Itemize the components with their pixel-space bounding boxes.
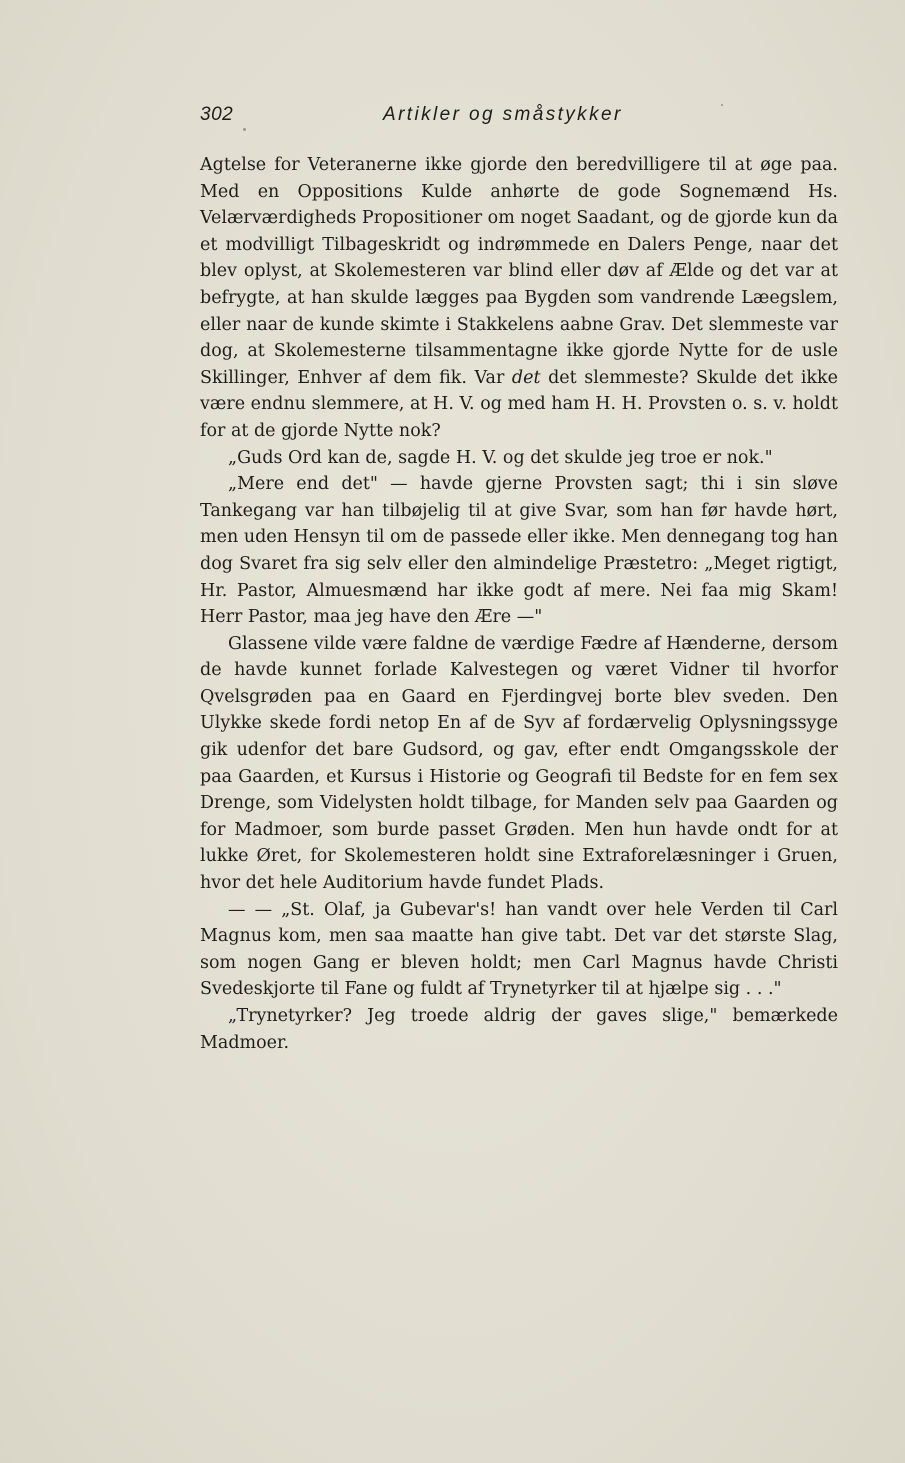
- running-title: Artikler og småstykker: [383, 104, 623, 125]
- paragraph-text: Agtelse for Veteranerne ikke gjorde den beredvilligere til at øge paa. Med en Oppositions Kulde anhørte de gode Sognemænd Hs. Velærværdigheds Propositioner om noget Saadant, og de gjorde kun da et modvilligt Tilbageskridt og indrømmede en Dalers Penge, naar det blev oplyst, at Skolemesteren var blind eller døv af Ælde og det var at befrygte, at han skulde lægges paa Bygden som vandrende Læegslem, eller naar de kunde skimte i Stakkelens aabne Grav. Det slemmeste var dog, at Skolemesterne tilsammentagne ikke gjorde Nytte for de usle Skillinger, Enhver af dem fik. Var: [200, 155, 838, 388]
- paragraph: Glassene vilde være faldne de værdige Fædre af Hænderne, dersom de havde kunnet forlade Kalvestegen og været Vidner til hvorfor Qvelsgrøden paa en Gaard en Fjerdingvej borte blev sveden. Den Ulykke skede fordi netop En af de Syv af fordærvelig Oplysningssyge gik udenfor det bare Gudsord, og gav, efter endt Omgangsskole der paa Gaarden, et Kursus i Historie og Geografi til Bedste for en fem sex Drenge, som Videlysten holdt tilbage, for Manden selv paa Gaarden og for Madmoer, som burde passet Grøden. Men hun havde ondt for at lukke Øret, for Skolemesteren holdt sine Extraforelæsninger i Gruen, hvor det hele Auditorium havde fundet Plads.: [200, 633, 838, 894]
- emphasis: det: [511, 367, 541, 388]
- paragraph-text: det slemmeste? Skulde det ikke være endnu slemmere, at H. V. og med ham H. H. Provsten o. s. v. holdt for at de gjorde Nytte nok?: [200, 367, 838, 441]
- paragraph: „Trynetyrker? Jeg troede aldrig der gaves slige," bemærkede Madmoer.: [200, 1006, 838, 1053]
- paragraph: — — „St. Olaf, ja Gubevar's! han vandt over hele Verden til Carl Magnus kom, men saa maatte han give tabt. Det var det største Slag, som nogen Gang er bleven holdt; men Carl Magnus havde Christi Svedeskjorte til Fane og fuldt af Trynetyrker til at hjælpe sig . . .": [200, 899, 838, 1000]
- paragraph: „Guds Ord kan de, sagde H. V. og det skulde jeg troe er nok.": [228, 447, 773, 468]
- paragraph: „Mere end det" — havde gjerne Provsten sagt; thi i sin sløve Tankegang var han tilbøjelig til at give Svar, som han før havde hørt, men uden Hensyn til om de passede eller ikke. Men dennegang tog han dog Svaret fra sig selv eller den almindelige Præstetro: „Meget rigtigt, Hr. Pastor, Almuesmænd har ikke godt af mere. Nei faa mig Skam! Herr Pastor, maa jeg have den Ære —": [200, 474, 838, 628]
- page-number: 302: [200, 104, 234, 125]
- body-text: [200, 152, 838, 1056]
- paragraph: [200, 152, 838, 445]
- page-header: [200, 104, 840, 134]
